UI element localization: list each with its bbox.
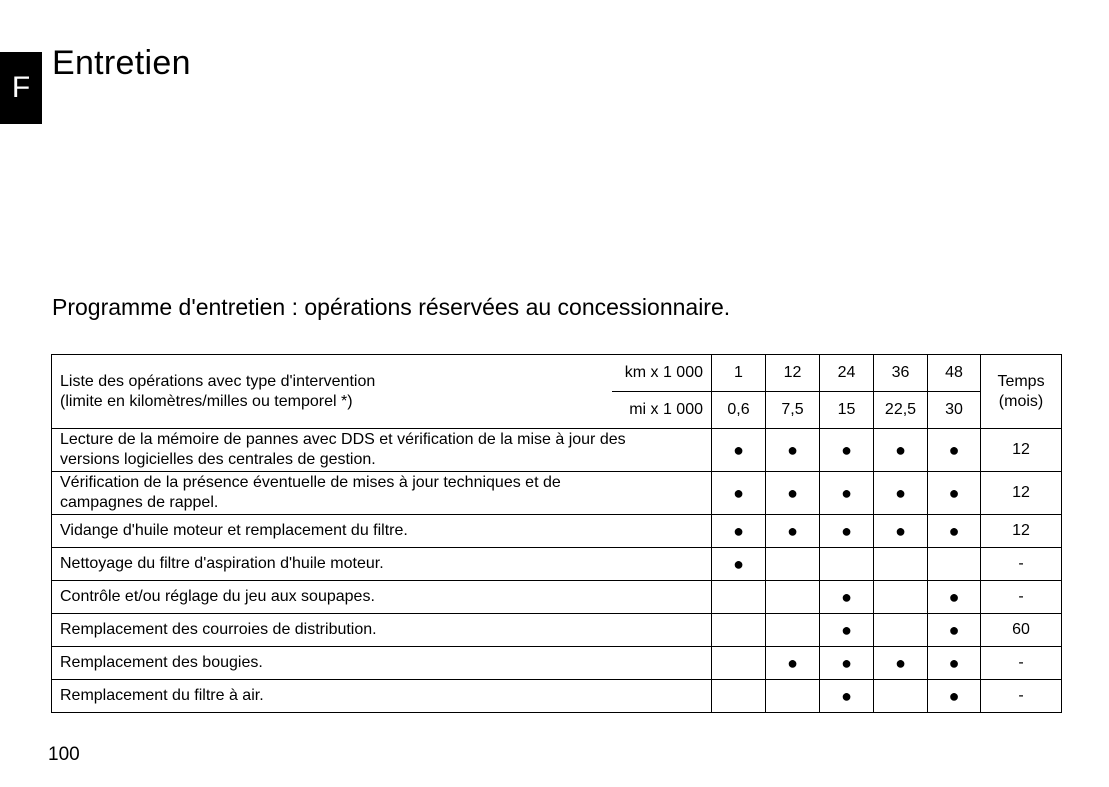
empty-cell [712, 581, 766, 614]
time-months: - [981, 680, 1062, 713]
operation-description-line1: Nettoyage du filtre d'aspiration d'huile moteur. [60, 555, 384, 572]
header-description-line2: (limite en kilomètres/milles ou temporel *) [60, 392, 353, 410]
interval-mark: ● [928, 614, 981, 647]
time-months: 12 [981, 429, 1062, 472]
interval-mark: ● [712, 515, 766, 548]
interval-mark: ● [928, 429, 981, 472]
interval-mark: ● [820, 614, 874, 647]
empty-cell [766, 680, 820, 713]
interval-mark: ● [712, 548, 766, 581]
empty-cell [712, 614, 766, 647]
maintenance-schedule-table [51, 354, 1062, 713]
empty-cell [766, 548, 820, 581]
interval-mark: ● [766, 472, 820, 515]
operation-description [52, 680, 712, 713]
page-title: Entretien [52, 44, 191, 82]
operation-description-line1: Contrôle et/ou réglage du jeu aux soupapes. [60, 588, 375, 605]
interval-mark: ● [874, 515, 928, 548]
operation-description-line1: Remplacement des bougies. [60, 654, 263, 671]
table-row [52, 680, 1062, 713]
empty-cell [712, 647, 766, 680]
operation-description-line2: campagnes de rappel. [60, 494, 219, 511]
interval-mark: ● [820, 429, 874, 472]
km-value: 36 [874, 355, 928, 392]
interval-mark: ● [766, 515, 820, 548]
page-number: 100 [48, 744, 80, 765]
interval-mark: ● [928, 581, 981, 614]
operation-description-line2: versions logicielles des centrales de gestion. [60, 451, 376, 468]
time-months: - [981, 647, 1062, 680]
km-value: 12 [766, 355, 820, 392]
mi-value: 0,6 [712, 392, 766, 429]
time-months: 12 [981, 472, 1062, 515]
operation-description [52, 548, 712, 581]
interval-mark: ● [928, 472, 981, 515]
mi-value: 22,5 [874, 392, 928, 429]
table-row [52, 614, 1062, 647]
time-header-line2: (mois) [998, 392, 1044, 410]
table-row [52, 515, 1062, 548]
operation-description [52, 472, 712, 515]
operation-description-line1: Vidange d'huile moteur et remplacement du filtre. [60, 522, 408, 539]
operation-description-line1: Vérification de la présence éventuelle de mises à jour techniques et de [60, 474, 561, 491]
operation-description [52, 647, 712, 680]
empty-cell [766, 614, 820, 647]
interval-mark: ● [820, 581, 874, 614]
time-months: 60 [981, 614, 1062, 647]
empty-cell [712, 680, 766, 713]
table-row [52, 472, 1062, 515]
interval-mark: ● [820, 472, 874, 515]
interval-mark: ● [766, 647, 820, 680]
km-unit-label: km x 1 000 [612, 355, 712, 392]
time-header-line1: Temps [997, 372, 1045, 390]
table-row [52, 548, 1062, 581]
time-months: - [981, 548, 1062, 581]
time-header [981, 355, 1062, 429]
interval-mark: ● [712, 472, 766, 515]
interval-mark: ● [928, 647, 981, 680]
operation-description [52, 515, 712, 548]
km-value: 1 [712, 355, 766, 392]
interval-mark: ● [928, 680, 981, 713]
operation-description [52, 429, 712, 472]
empty-cell [766, 581, 820, 614]
operation-description [52, 614, 712, 647]
header-row-km [52, 355, 1062, 392]
language-tab: F [0, 52, 42, 124]
mi-value: 15 [820, 392, 874, 429]
empty-cell [820, 548, 874, 581]
empty-cell [874, 548, 928, 581]
header-description [52, 355, 612, 429]
km-value: 48 [928, 355, 981, 392]
empty-cell [874, 614, 928, 647]
interval-mark: ● [874, 472, 928, 515]
table-row [52, 429, 1062, 472]
operation-description [52, 581, 712, 614]
empty-cell [928, 548, 981, 581]
table-row [52, 647, 1062, 680]
interval-mark: ● [712, 429, 766, 472]
empty-cell [874, 680, 928, 713]
interval-mark: ● [820, 647, 874, 680]
time-months: - [981, 581, 1062, 614]
operation-description-line1: Remplacement des courroies de distribution. [60, 621, 377, 638]
km-value: 24 [820, 355, 874, 392]
time-months: 12 [981, 515, 1062, 548]
mi-unit-label: mi x 1 000 [612, 392, 712, 429]
mi-value: 30 [928, 392, 981, 429]
header-description-line1: Liste des opérations avec type d'intervention [60, 372, 376, 390]
interval-mark: ● [874, 429, 928, 472]
mi-value: 7,5 [766, 392, 820, 429]
interval-mark: ● [820, 515, 874, 548]
interval-mark: ● [874, 647, 928, 680]
table-row [52, 581, 1062, 614]
empty-cell [874, 581, 928, 614]
section-heading: Programme d'entretien : opérations réservées au concessionnaire. [52, 294, 731, 320]
interval-mark: ● [928, 515, 981, 548]
interval-mark: ● [820, 680, 874, 713]
operation-description-line1: Lecture de la mémoire de pannes avec DDS et vérification de la mise à jour des [60, 431, 626, 448]
operation-description-line1: Remplacement du filtre à air. [60, 687, 264, 704]
interval-mark: ● [766, 429, 820, 472]
